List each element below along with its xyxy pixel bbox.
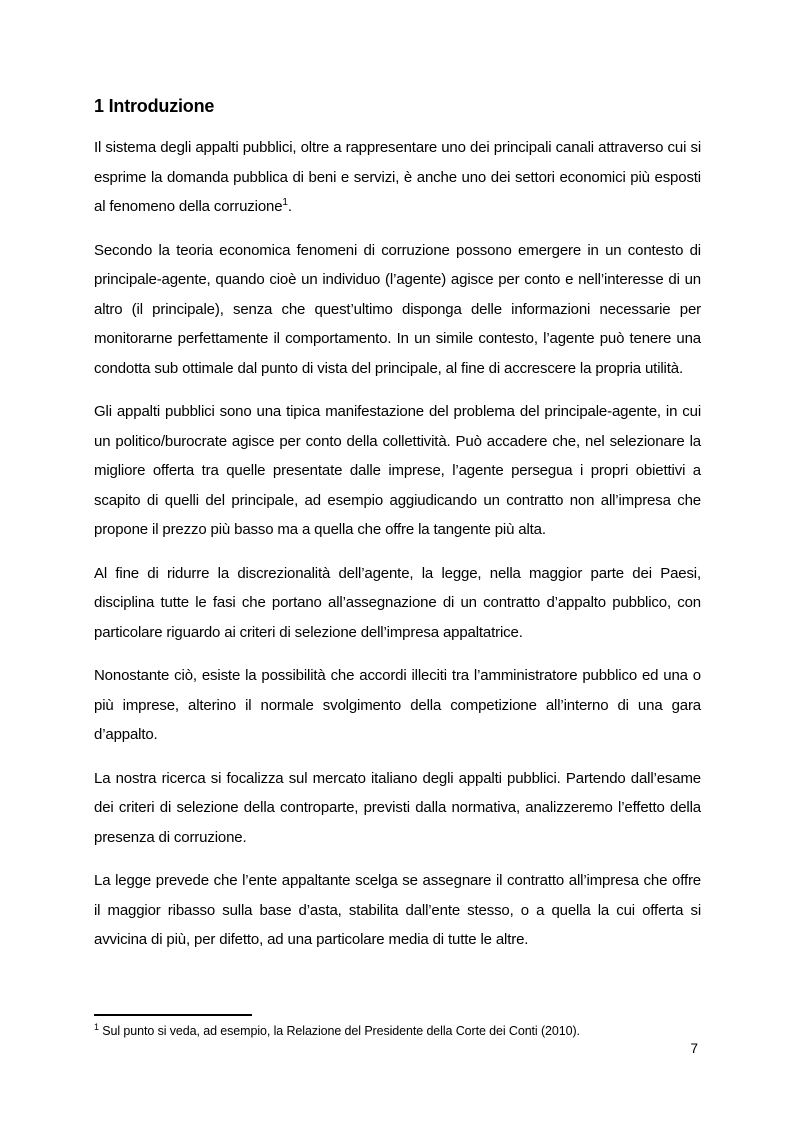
paragraph bbox=[94, 133, 701, 222]
paragraph: La legge prevede che l’ente appaltante scelga se assegnare il contratto all’impresa che offre il maggior ribasso sulla base d’asta, stabilita dall’ente stesso, o a quella la cui offerta si avvicina di più, per difetto, ad una particolare media di tutte le altre. bbox=[94, 872, 701, 948]
footnote-number: 1 bbox=[94, 1021, 99, 1032]
footnote-text: Sul punto si veda, ad esempio, la Relazione del Presidente della Corte dei Conti (2010). bbox=[98, 1024, 580, 1038]
footnote-reference: 1 bbox=[282, 197, 288, 208]
page-number: 7 bbox=[690, 1041, 698, 1056]
paragraph-text: . bbox=[287, 198, 292, 215]
paragraph: Nonostante ciò, esiste la possibilità che accordi illeciti tra l’amministratore pubblico ed una o più imprese, alterino il normale svolgimento della competizione all’interno di una gara d’appalto. bbox=[94, 667, 701, 743]
paragraph: Secondo la teoria economica fenomeni di corruzione possono emergere in un contesto di principale-agente, quando cioè un individuo (l’agente) agisce per conto e nell’interesse di un altro (il principale), senza che quest’ultimo disponga delle informazioni necessarie per monitorarne perfettamente il comportamento. In un simile contesto, l’agente può tenere una condotta sub ottimale dal punto di vista del principale, al fine di accrescere la propria utilità. bbox=[94, 241, 701, 377]
paragraph: La nostra ricerca si focalizza sul mercato italiano degli appalti pubblici. Partendo dall’esame dei criteri di selezione della controparte, previsti dalla normativa, analizzeremo l’effetto della presenza di corruzione. bbox=[94, 769, 701, 846]
footnote-area bbox=[94, 1014, 701, 1040]
footnote-separator bbox=[94, 1014, 252, 1016]
paragraph: Al fine di ridurre la discrezionalità dell’agente, la legge, nella maggior parte dei Paesi, disciplina tutte le fasi che portano all’assegnazione di un contratto d’appalto pubblico, con particolare riguardo ai criteri di selezione dell’impresa appaltatrice. bbox=[94, 564, 701, 641]
page-content bbox=[94, 0, 701, 969]
paragraph-text: Il sistema degli appalti pubblici, oltre a rappresentare uno dei principali canali attraverso cui si esprime la domanda pubblica di beni e servizi, è anche uno dei settori economici più esposti al fenomeno della corruzione bbox=[94, 139, 701, 215]
paragraph: Gli appalti pubblici sono una tipica manifestazione del problema del principale-agente, in cui un politico/burocrate agisce per conto della collettività. Può accadere che, nel selezionare la migliore offerta tra quelle presentate dalle imprese, l’agente persegua i propri obiettivi a scapito di quelli del principale, ad esempio aggiudicando un contratto non all’impresa che propone il prezzo più basso ma a quella che offre la tangente più alta. bbox=[94, 403, 701, 538]
footnote bbox=[94, 1022, 701, 1040]
section-heading: 1 Introduzione bbox=[94, 96, 215, 116]
